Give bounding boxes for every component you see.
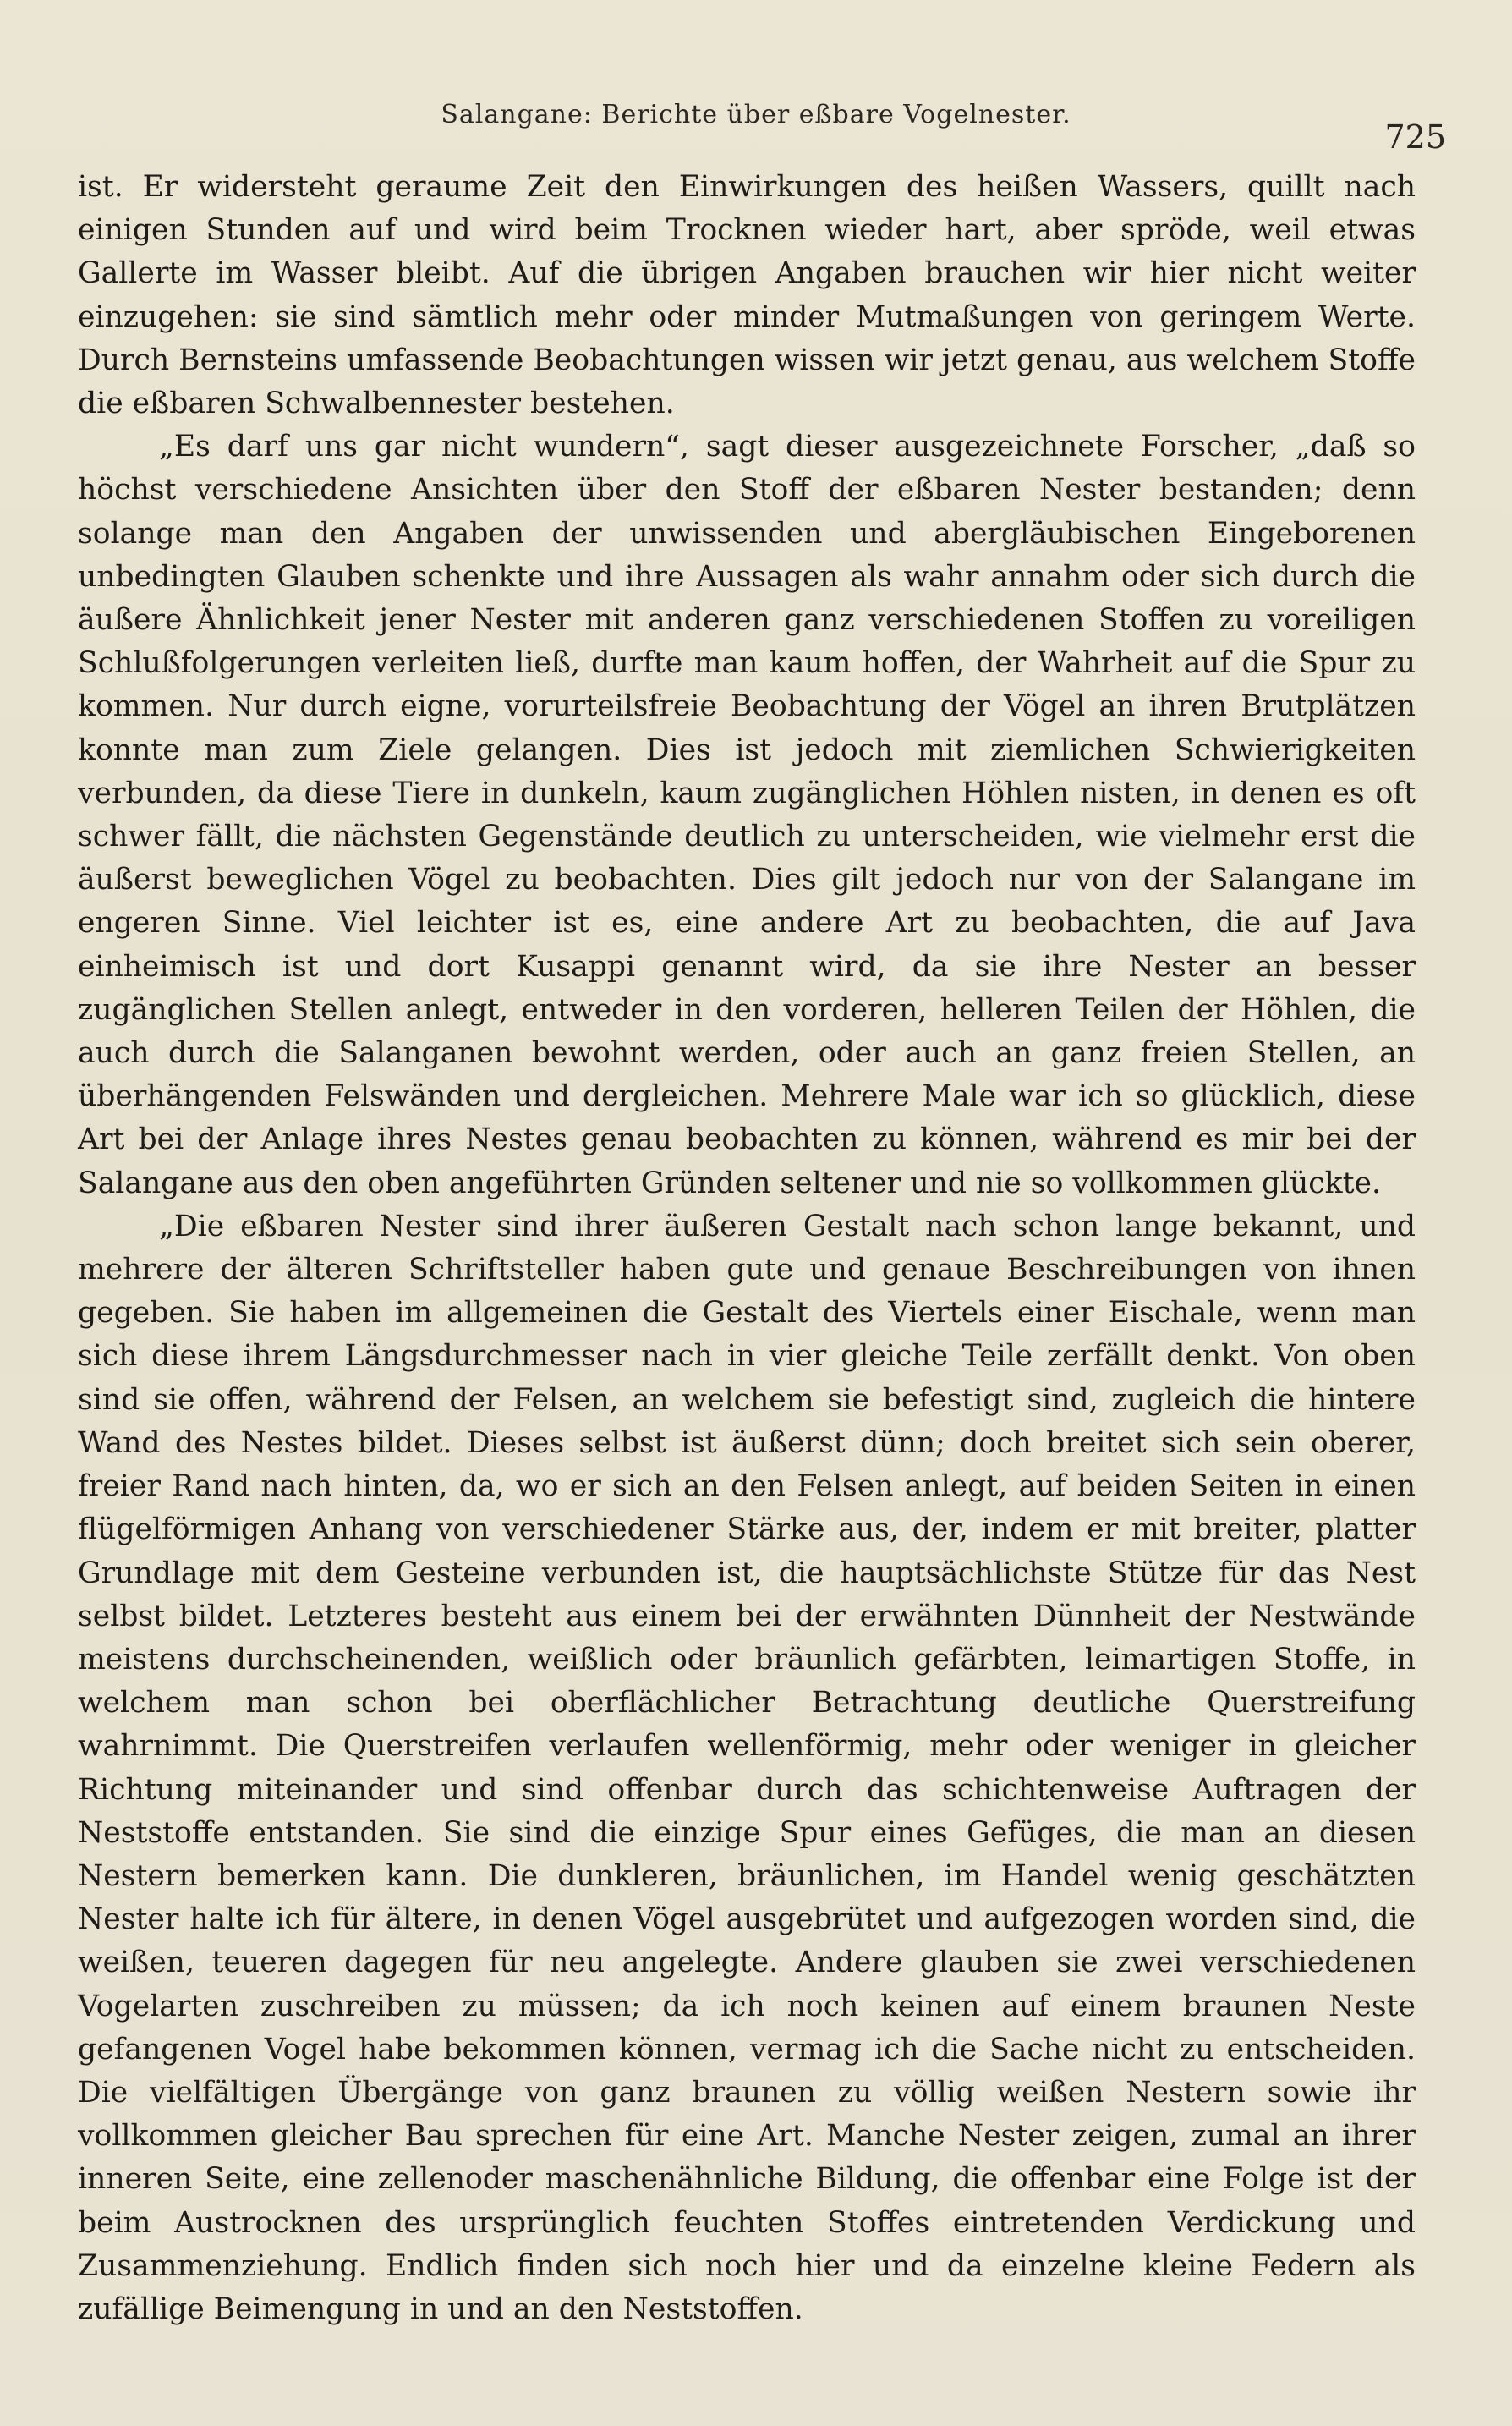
paragraph: „Die eßbaren Nester sind ihrer äußeren Gestalt nach schon lange bekannt, und mehrere der älteren Schriftsteller haben gute und genaue Beschreibungen von ihnen gegeben. Sie haben im allgemeinen die Gestalt des Viertels einer Eischale, wenn man sich diese ihrem Längsdurchmesser nach in vier gleiche Teile zerfällt denkt. Von oben sind sie offen, während der Felsen, an welchem sie befestigt sind, zugleich die hintere Wand des Nestes bildet. Dieses selbst ist äußerst dünn; doch breitet sich sein oberer, freier Rand nach hinten, da, wo er sich an den Felsen anlegt, auf beiden Seiten in einen flügelförmigen Anhang von verschiedener Stärke aus, der, indem er mit breiter, platter Grundlage mit dem Gesteine verbunden ist, die hauptsächlichste Stütze für das Nest selbst bildet. Letzteres besteht aus einem bei der erwähnten Dünnheit der Nestwände meistens durchscheinenden, weißlich oder bräunlich gefärbten, leimartigen Stoffe, in welchem man schon bei oberflächlicher Betrachtung deutliche Querstreifung wahrnimmt. Die Querstreifen verlaufen wellenförmig, mehr oder weniger in gleicher Richtung miteinander und sind offenbar durch das schichtenweise Auftragen der Neststoffe entstanden. Sie sind die einzige Spur eines Gefüges, die man an diesen Nestern bemerken kann. Die dunkleren, bräunlichen, im Handel wenig geschätzten Nester halte ich für ältere, in denen Vögel ausgebrütet und aufgezogen worden sind, die weißen, teueren dagegen für neu angelegte. Andere glauben sie zwei verschiedenen Vogelarten zuschreiben zu müssen; da ich noch keinen auf einem braunen Neste gefangenen Vogel habe bekommen können, vermag ich die Sache nicht zu entscheiden. Die vielfältigen Übergänge von ganz braunen zu völlig weißen Nestern sowie ihr vollkommen gleicher Bau sprechen für eine Art. Manche Nester zeigen, zumal an ihrer inneren Seite, eine zellenoder maschenähnliche Bildung, die offenbar eine Folge ist der beim Austrocknen des ursprünglich feuchten Stoffes eintretenden Verdickung und Zusammenziehung. Endlich finden sich noch hier und da einzelne kleine Federn als zufällige Beimengung in und an den Neststoffen. — [78, 1209, 1416, 2326]
paragraph: ist. Er widersteht geraume Zeit den Einwirkungen des heißen Wassers, quillt nach einigen Stunden auf und wird beim Trocknen wieder hart, aber spröde, weil etwas Gallerte im Wasser bleibt. Auf die übrigen Angaben brauchen wir hier nicht weiter einzugehen: sie sind sämtlich mehr oder minder Mutmaßungen von geringem Werte. Durch Bernsteins umfassende Beobachtungen wissen wir jetzt genau, aus welchem Stoffe die eßbaren Schwalbennester bestehen. — [78, 170, 1416, 421]
running-title: Salangane: Berichte über eßbare Vogelnester. — [441, 100, 1071, 129]
body-text — [78, 166, 1416, 2331]
page-number: 725 — [1384, 118, 1446, 156]
paragraph: „Es darf uns gar nicht wundern“, sagt dieser ausgezeichnete Forscher, „daß so höchst verschiedene Ansichten über den Stoff der eßbaren Nester bestanden; denn solange man den Angaben der unwissenden und abergläubischen Eingeborenen unbedingten Glauben schenkte und ihre Aussagen als wahr annahm oder sich durch die äußere Ähnlichkeit jener Nester mit anderen ganz verschiedenen Stoffen zu voreiligen Schlußfolgerungen verleiten ließ, durfte man kaum hoffen, der Wahrheit auf die Spur zu kommen. Nur durch eigne, vorurteilsfreie Beobachtung der Vögel an ihren Brutplätzen konnte man zum Ziele gelangen. Dies ist jedoch mit ziemlichen Schwierigkeiten verbunden, da diese Tiere in dunkeln, kaum zugänglichen Höhlen nisten, in denen es oft schwer fällt, die nächsten Gegenstände deutlich zu unterscheiden, wie vielmehr erst die äußerst beweglichen Vögel zu beobachten. Dies gilt jedoch nur von der Salangane im engeren Sinne. Viel leichter ist es, eine andere Art zu beobachten, die auf Java einheimisch ist und dort Kusappi genannt wird, da sie ihre Nester an besser zugänglichen Stellen anlegt, entweder in den vorderen, helleren Teilen der Höhlen, die auch durch die Salanganen bewohnt werden, oder auch an ganz freien Stellen, an überhängenden Felswänden und dergleichen. Mehrere Male war ich so glücklich, diese Art bei der Anlage ihres Nestes genau beobachten zu können, während es mir bei der Salangane aus den oben angeführten Gründen seltener und nie so vollkommen glückte. — [78, 430, 1416, 1200]
